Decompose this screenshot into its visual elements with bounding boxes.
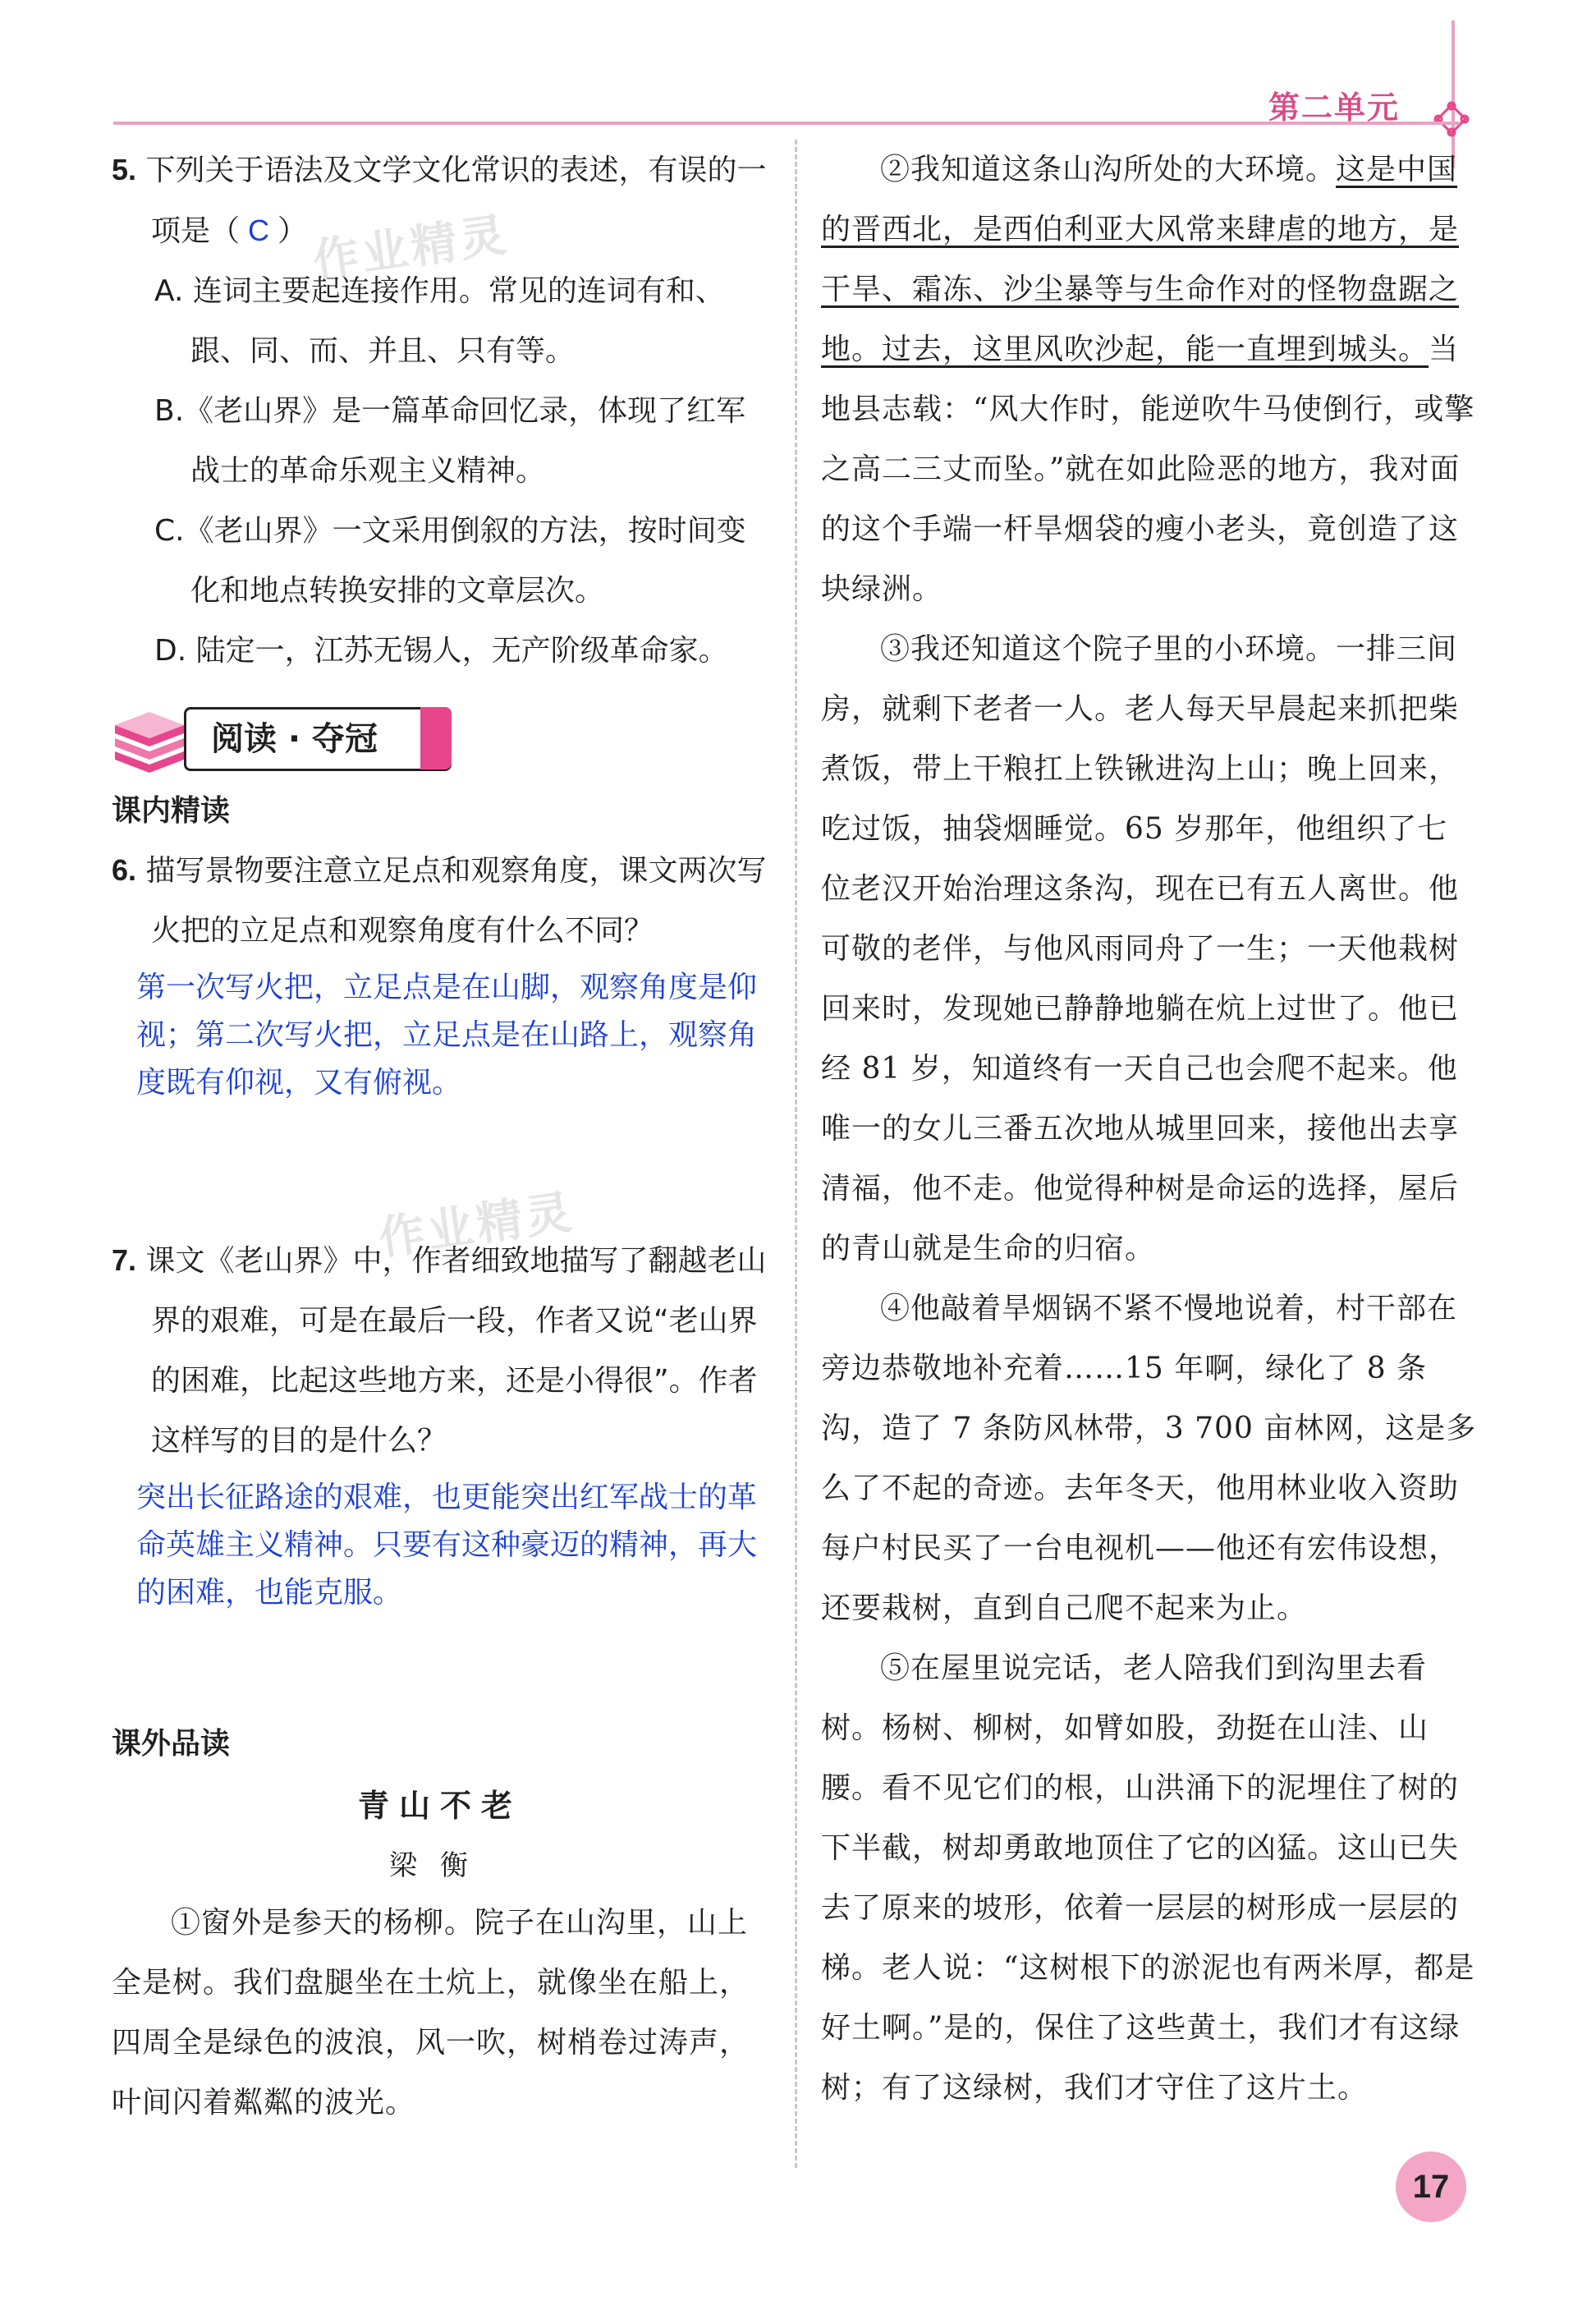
answer-space (112, 1617, 768, 1715)
watermark: 作业精灵 (310, 208, 512, 289)
option-c: C.《老山界》一文采用倒叙的方法，按时间变化和地点转换安排的文章层次。 (154, 514, 746, 608)
essay-paragraph-5: ⑤在屋里说完话，老人陪我们到沟里去看树。杨树、柳树，如臂如股，劲挺在山洼、山腰。看不见它们的根，山洪涌下的泥埋住了树的下半截，树却勇敢地顶住了它的凶猛。这山已失去了原来的坡形，依着一层层的树形成一层层的梯。老人说：“这树根下的淤泥也有两米厚，都是好土啊。”是的，保住了这些黄土，我们才有这绿树；有了这绿树，我们才守住了这片土。 (821, 1651, 1475, 2105)
header-rule (113, 122, 1460, 125)
banner-label: 阅读 · 夺冠 (211, 720, 378, 758)
unit-title: 第二单元 (1268, 90, 1401, 126)
answer-space (112, 1107, 768, 1230)
watermark: 作业精灵 (375, 1185, 578, 1266)
column-divider (795, 140, 797, 2168)
question-6-answer: 第一次写火把，立足点是在山脚，观察角度是仰视；第二次写火把，立足点是在山路上，观察角度既有仰视，又有俯视。 (136, 971, 758, 1100)
question-7 (112, 1230, 768, 1617)
option-b: B.《老山界》是一篇革命回忆录，体现了红军战士的革命乐观主义精神。 (154, 394, 746, 488)
left-column (112, 140, 768, 2133)
section-banner (112, 697, 768, 779)
essay-paragraph-2-rest: 当地县志载：“风大作时，能逆吹牛马使倒行，或擎之高二三丈而坠。”就在如此险恶的地方，我对面的这个手端一杆旱烟袋的瘦小老头，竟创造了这块绿洲。 (821, 333, 1475, 606)
question-number: 6. (112, 853, 137, 887)
essay-underlined-sentence: 这是中国的晋西北，是西伯利亚大风常来肆虐的地方，是干旱、霜冻、沙尘暴等与生命作对的怪物盘踞之地。过去，这里风吹沙起，能一直埋到城头。 (821, 153, 1460, 366)
question-7-answer: 突出长征路途的艰难，也更能突出红军战士的革命英雄主义精神。只要有这种豪迈的精神，再大的困难，也能克服。 (136, 1481, 758, 1610)
option-d: D. 陆定一，江苏无锡人，无产阶级革命家。 (154, 634, 728, 668)
page-number: 17 (1396, 2152, 1466, 2222)
question-5-text-end: ） (277, 214, 308, 248)
essay-paragraph-2-lead: ②我知道这条山沟所处的大环境。 (880, 153, 1337, 186)
question-6-text: 描写景物要注意立足点和观察角度，课文两次写火把的立足点和观察角度有什么不同？ (145, 854, 767, 948)
question-7-stem (112, 1230, 768, 1471)
question-5 (112, 140, 768, 681)
essay-title: 青山不老 (357, 1787, 522, 1824)
question-number: 7. (112, 1243, 137, 1277)
right-column (821, 140, 1478, 2118)
banner-box (184, 707, 452, 771)
question-6-stem (112, 840, 768, 961)
essay-paragraph-4: ④他敲着旱烟锅不紧不慢地说着，村干部在旁边恭敬地补充着……15 年啊，绿化了 8 条沟，造了 7 条防风林带，3 700 亩林网，这是多么了不起的奇迹。去年冬天，他用林业收入资助每户村民买了一台电视机——他还有宏伟设想，还要栽树，直到自己爬不起来为止。 (821, 1292, 1477, 1625)
question-5-text: 下列关于语法及文学文化常识的表述，有误的一项是（ (145, 154, 767, 248)
banner-stripe (420, 707, 452, 769)
chinese-knot-icon (1433, 101, 1470, 137)
essay-author: 梁衡 (389, 1849, 491, 1882)
question-5-answer: C (248, 214, 270, 247)
essay-paragraph-2 (821, 140, 1478, 619)
option-a: A. 连词主要起连接作用。常见的连词有和、跟、同、而、并且、只有等。 (154, 274, 725, 368)
out-class-heading: 课外品读 (112, 1727, 231, 1761)
question-6 (112, 840, 768, 1107)
question-7-text: 课文《老山界》中，作者细致地描写了翻越老山界的艰难，可是在最后一段，作者又说“老山界的困难，比起这些地方来，还是小得很”。作者这样写的目的是什么？ (145, 1244, 767, 1458)
question-number: 5. (112, 153, 137, 186)
essay-paragraph-1: ①窗外是参天的杨柳。院子在山沟里，山上全是树。我们盘腿坐在土炕上，就像坐在船上，四周全是绿色的波浪，风一吹，树梢卷过涛声，叶间闪着粼粼的波光。 (112, 1906, 750, 2119)
in-class-heading: 课内精读 (112, 794, 231, 828)
books-icon (112, 707, 187, 773)
essay-paragraph-3: ③我还知道这个院子里的小环境。一排三间房，就剩下老者一人。老人每天早晨起来抓把柴煮饭，带上干粮扛上铁锹进沟上山；晚上回来，吃过饭，抽袋烟睡觉。65 岁那年，他组织了七位老汉开始治理这条沟，现在已有五人离世。他可敬的老伴，与他风雨同舟了一生；一天他栽树回来时，发现她已静静地躺在炕上过世了。他已经 81 岁，知道终有一天自己也会爬不起来。他唯一的女儿三番五次地从城里回来，接他出去享清福，他不走。他觉得种树是命运的选择，屋后的青山就是生命的归宿。 (821, 632, 1460, 1265)
question-5-stem (112, 140, 768, 261)
